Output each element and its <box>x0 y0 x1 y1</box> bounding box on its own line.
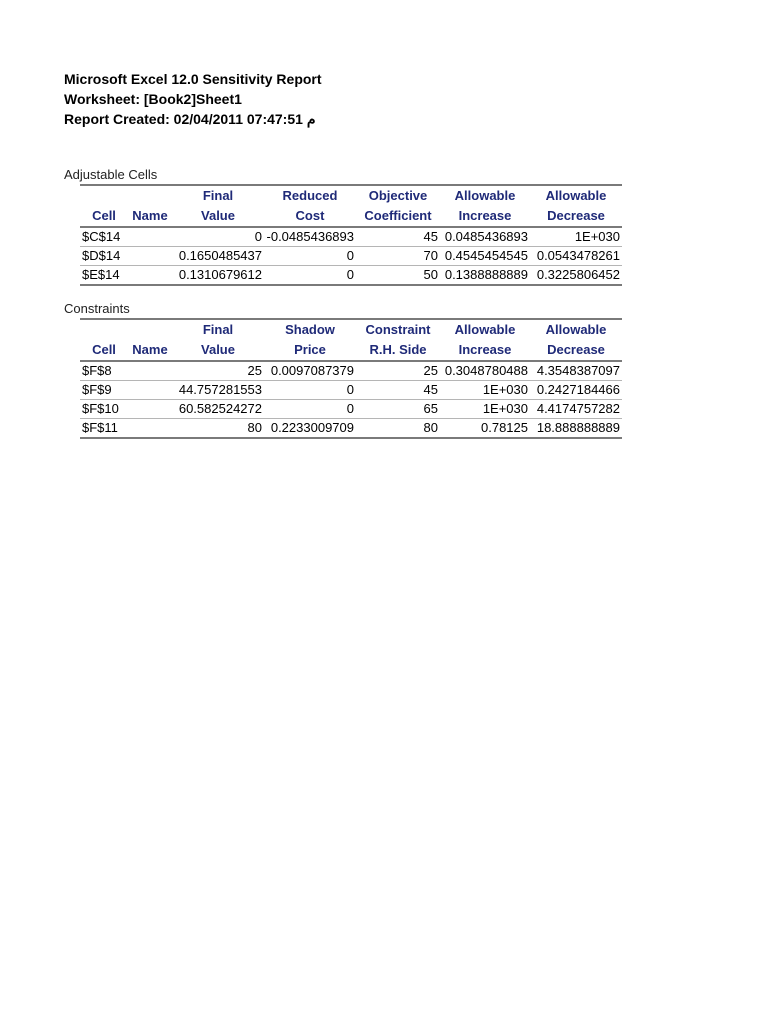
column-header: Final <box>172 185 264 206</box>
column-header: Increase <box>440 340 530 361</box>
cell-ref: $E$14 <box>80 266 128 286</box>
cell-name <box>128 247 172 266</box>
column-header: Value <box>172 340 264 361</box>
final-value: 0.1650485437 <box>172 247 264 266</box>
table-row <box>80 227 622 247</box>
allowable-decrease: 4.4174757282 <box>530 400 622 419</box>
column-header: Coefficient <box>356 206 440 227</box>
column-header: Allowable <box>530 185 622 206</box>
allowable-increase: 0.0485436893 <box>440 227 530 247</box>
constraints-table <box>80 318 622 439</box>
table-row <box>80 361 622 381</box>
column-header: Price <box>264 340 356 361</box>
cell-name <box>128 381 172 400</box>
reduced-cost: 0 <box>264 247 356 266</box>
allowable-decrease: 0.0543478261 <box>530 247 622 266</box>
allowable-decrease: 4.3548387097 <box>530 361 622 381</box>
column-header: Objective <box>356 185 440 206</box>
table-row <box>80 419 622 439</box>
shadow-price: 0.2233009709 <box>264 419 356 439</box>
final-value: 0 <box>172 227 264 247</box>
table-row <box>80 381 622 400</box>
shadow-price: 0 <box>264 381 356 400</box>
table-header-row <box>80 340 622 361</box>
column-header: Decrease <box>530 340 622 361</box>
allowable-increase: 1E+030 <box>440 381 530 400</box>
allowable-decrease: 1E+030 <box>530 227 622 247</box>
column-header <box>128 319 172 340</box>
allowable-increase: 0.78125 <box>440 419 530 439</box>
column-header: Decrease <box>530 206 622 227</box>
cell-name <box>128 227 172 247</box>
column-header <box>80 185 128 206</box>
column-header: Value <box>172 206 264 227</box>
shadow-price: 0 <box>264 400 356 419</box>
reduced-cost: -0.0485436893 <box>264 227 356 247</box>
column-header: Cell <box>80 206 128 227</box>
allowable-decrease: 0.2427184466 <box>530 381 622 400</box>
column-header: Cell <box>80 340 128 361</box>
column-header: R.H. Side <box>356 340 440 361</box>
constraint-rhs: 65 <box>356 400 440 419</box>
table-row <box>80 400 622 419</box>
column-header: Allowable <box>440 185 530 206</box>
allowable-decrease: 18.888888889 <box>530 419 622 439</box>
allowable-increase: 0.4545454545 <box>440 247 530 266</box>
cell-ref: $F$8 <box>80 361 128 381</box>
table-header-row <box>80 319 622 340</box>
column-header: Increase <box>440 206 530 227</box>
final-value: 44.757281553 <box>172 381 264 400</box>
final-value: 60.582524272 <box>172 400 264 419</box>
table-header-row <box>80 206 622 227</box>
cell-ref: $C$14 <box>80 227 128 247</box>
objective-coefficient: 50 <box>356 266 440 286</box>
adjustable-cells-label: Adjustable Cells <box>64 167 158 182</box>
allowable-decrease: 0.3225806452 <box>530 266 622 286</box>
column-header: Cost <box>264 206 356 227</box>
cell-ref: $F$11 <box>80 419 128 439</box>
table-header-row <box>80 185 622 206</box>
final-value: 80 <box>172 419 264 439</box>
report-title: Microsoft Excel 12.0 Sensitivity Report <box>64 71 322 87</box>
column-header <box>128 185 172 206</box>
shadow-price: 0.0097087379 <box>264 361 356 381</box>
final-value: 25 <box>172 361 264 381</box>
cell-ref: $F$10 <box>80 400 128 419</box>
cell-name <box>128 361 172 381</box>
column-header: Final <box>172 319 264 340</box>
cell-ref: $F$9 <box>80 381 128 400</box>
cell-name <box>128 419 172 439</box>
cell-name <box>128 266 172 286</box>
column-header <box>80 319 128 340</box>
column-header: Allowable <box>440 319 530 340</box>
column-header: Reduced <box>264 185 356 206</box>
constraint-rhs: 25 <box>356 361 440 381</box>
report-created-line: Report Created: 02/04/2011 07:47:51 م <box>64 111 316 127</box>
column-header: Shadow <box>264 319 356 340</box>
column-header: Allowable <box>530 319 622 340</box>
allowable-increase: 0.3048780488 <box>440 361 530 381</box>
table-row <box>80 266 622 286</box>
table-row <box>80 247 622 266</box>
report-header <box>64 69 322 129</box>
worksheet-line: Worksheet: [Book2]Sheet1 <box>64 91 242 107</box>
cell-name <box>128 400 172 419</box>
allowable-increase: 1E+030 <box>440 400 530 419</box>
column-header: Constraint <box>356 319 440 340</box>
constraint-rhs: 80 <box>356 419 440 439</box>
reduced-cost: 0 <box>264 266 356 286</box>
column-header: Name <box>128 340 172 361</box>
constraint-rhs: 45 <box>356 381 440 400</box>
final-value: 0.1310679612 <box>172 266 264 286</box>
cell-ref: $D$14 <box>80 247 128 266</box>
objective-coefficient: 70 <box>356 247 440 266</box>
allowable-increase: 0.1388888889 <box>440 266 530 286</box>
constraints-label: Constraints <box>64 301 130 316</box>
adjustable-cells-table <box>80 184 622 286</box>
column-header: Name <box>128 206 172 227</box>
objective-coefficient: 45 <box>356 227 440 247</box>
